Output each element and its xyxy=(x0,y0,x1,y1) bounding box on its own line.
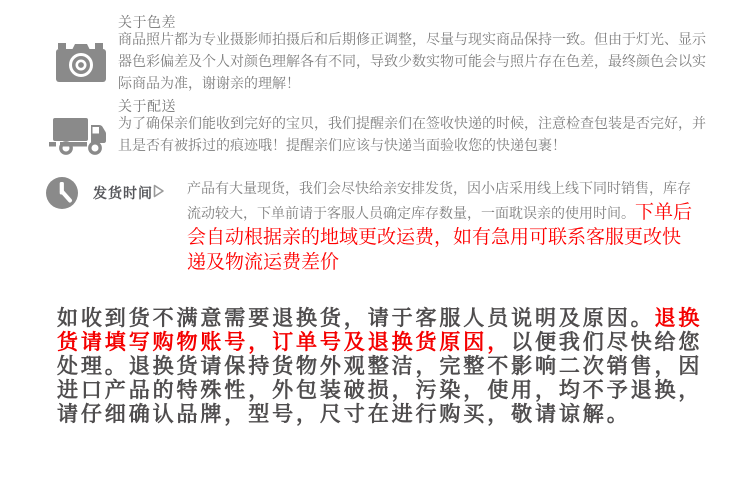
text-segment-red: 退换 xyxy=(654,305,703,330)
text-segment-dark: 以便我们尽快给您 xyxy=(511,329,703,354)
text-line xyxy=(57,330,737,354)
text-segment-red: 货请填写购物账号，订单号及退换货原因， xyxy=(57,329,512,354)
text-segment-red: 会自动根据亲的地域更改运费，如有急用可联系客服更改快 xyxy=(187,227,682,248)
text-segment-dark: 处理。退换货请保持货物外观整洁，完整不影响二次销售，因 xyxy=(57,353,703,378)
clock-icon xyxy=(45,176,79,215)
text-segment-dark: 如收到货不满意需要退换货，请于客服人员说明及原因。 xyxy=(57,305,655,330)
text-segment-dark: 请仔细确认品牌，型号，尺寸在进行购买，敬请谅解。 xyxy=(57,401,631,426)
text-line xyxy=(187,201,732,226)
text-line xyxy=(57,378,737,402)
camera-icon xyxy=(55,42,107,89)
text-segment-red: 递及物流运费差价 xyxy=(187,252,340,273)
truck-icon xyxy=(49,112,107,163)
text-line xyxy=(187,176,732,201)
returns-policy-text xyxy=(57,306,737,426)
section-body-delivery: 为了确保亲们能收到完好的宝贝，我们提醒亲们在签收快递的时候，注意检查包装是否完好，并且是否有被拆过的痕迹哦！提醒亲们应该与快递当面验收您的快递包裹！ xyxy=(118,115,706,153)
text-segment-gray: 流动较大，下单前请于客服人员确定库存数量，一面耽误亲的使用时间。 xyxy=(187,205,635,221)
text-segment-gray: 产品有大量现货，我们会尽快给亲安排发货，因小店采用线上线下同时销售，库存 xyxy=(187,180,691,196)
text-line xyxy=(57,306,737,330)
text-segment-red: 下单后 xyxy=(635,202,693,223)
section-heading-delivery: 关于配送 xyxy=(118,98,176,114)
text-line xyxy=(57,354,737,378)
text-segment-dark: 进口产品的特殊性，外包装破损，污染，使用，均不予退换， xyxy=(57,377,703,402)
section-heading-color-difference: 关于色差 xyxy=(118,14,176,30)
shipping-time-text xyxy=(187,176,732,276)
chevron-right-icon xyxy=(153,184,165,203)
text-line xyxy=(187,251,732,276)
shipping-time-label: 发货时间 xyxy=(93,185,153,201)
section-body-color-difference: 商品照片都为专业摄影师拍摄后和后期修正调整，尽量与现实商品保持一致。但由于灯光、显示器色彩偏差及个人对颜色理解各有不同，导致少数实物可能会与照片存在色差，最终颜色会以实际商品为准，谢谢亲的理解！ xyxy=(118,31,706,91)
text-line xyxy=(187,226,732,251)
text-line xyxy=(57,402,737,426)
